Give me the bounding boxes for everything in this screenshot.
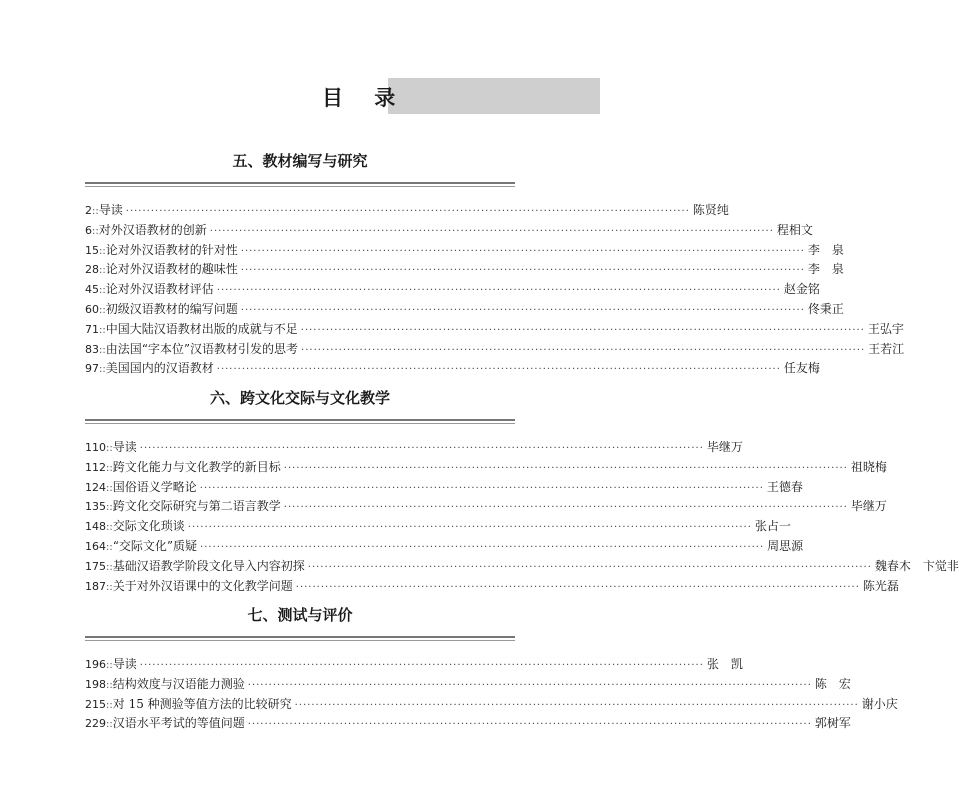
toc-entry[interactable] (85, 577, 899, 597)
entry-title: 中国大陆汉语教材出版的成就与不足 (105, 321, 298, 336)
entry-title: 由法国“字本位”汉语教材引发的思考 (105, 341, 299, 356)
section-7 (85, 604, 898, 734)
entry-title: 对外汉语教材的创新 (98, 222, 207, 237)
dot-leader (241, 305, 805, 316)
separator-marker: :: (99, 285, 106, 297)
entry-title: 导读 (112, 657, 137, 671)
entry-title: 跨文化能力与文化教学的新目标 (112, 459, 281, 474)
page-number: 124 (85, 480, 106, 494)
section-6 (85, 387, 959, 596)
page-number: 148 (85, 520, 106, 534)
toc-entry[interactable] (85, 517, 791, 537)
dot-leader (301, 325, 865, 336)
separator-marker: :: (106, 462, 113, 474)
toc-entry[interactable] (85, 359, 820, 379)
section-heading: 五、教材编写与研究 (232, 152, 368, 170)
separator-marker: :: (106, 541, 113, 553)
entry-author: 任友梅 (783, 361, 820, 376)
separator-marker: :: (106, 699, 113, 711)
toc-entry[interactable] (85, 241, 844, 261)
separator-marker: :: (92, 206, 99, 217)
entry-title: 汉语水平考试的等值问题 (112, 716, 245, 731)
section-heading: 六、跨文化交际与文化教学 (209, 389, 390, 407)
entry-title: 导读 (98, 203, 123, 217)
section-5 (85, 150, 905, 379)
entry-author: 陈贤纯 (692, 203, 729, 217)
dot-leader (217, 285, 781, 296)
toc-entry[interactable] (85, 280, 820, 300)
entry-title: 国俗语义学略论 (112, 479, 197, 494)
page-number: 229 (85, 717, 106, 731)
entry-author: 赵金铭 (783, 282, 820, 297)
entry-author: 张 凯 (706, 657, 743, 671)
entry-author: 王德春 (766, 479, 803, 494)
entry-title: 美国国内的汉语教材 (105, 361, 214, 376)
entry-title: 跨文化交际研究与第二语言教学 (112, 499, 281, 514)
section-divider-thin (85, 186, 515, 187)
entry-title: 初级汉语教材的编写问题 (105, 301, 238, 316)
entry-title: 论对外汉语教材评估 (105, 282, 214, 297)
toc-entry[interactable] (85, 557, 959, 577)
toc-entry[interactable] (85, 497, 887, 517)
section-divider (85, 636, 515, 638)
separator-marker: :: (106, 679, 113, 691)
entry-author: 毕继万 (706, 440, 743, 454)
toc-entry[interactable] (85, 458, 887, 478)
separator-marker: :: (99, 265, 106, 277)
page-number: 198 (85, 677, 106, 691)
dot-leader (140, 443, 704, 454)
toc-entry[interactable] (85, 438, 743, 458)
separator-marker: :: (106, 581, 113, 593)
toc-entry[interactable] (85, 221, 813, 241)
page-number: 175 (85, 559, 106, 573)
dot-leader (140, 660, 704, 671)
page-number: 187 (85, 579, 106, 593)
separator-marker: :: (106, 522, 113, 534)
dot-leader (188, 522, 752, 533)
entry-author: 程相文 (776, 222, 813, 237)
dot-leader (241, 246, 805, 257)
entry-title: 对 15 种测验等值方法的比较研究 (112, 696, 292, 711)
entry-author: 陈 宏 (814, 676, 851, 691)
separator-marker: :: (99, 245, 106, 257)
entry-title: 导读 (112, 440, 137, 454)
dot-leader (248, 719, 812, 730)
entry-title: 结构效度与汉语能力测验 (112, 676, 245, 691)
page-number: 135 (85, 500, 106, 514)
dot-leader (308, 562, 872, 573)
separator-marker: :: (99, 364, 106, 376)
section-divider (85, 182, 515, 184)
page-number: 83 (85, 342, 99, 356)
entry-author: 李 泉 (807, 242, 844, 257)
title-gray-band (388, 78, 600, 114)
dot-leader (301, 345, 865, 356)
page-number: 71 (85, 322, 99, 336)
page-number: 215 (85, 697, 106, 711)
entry-author: 祖晓梅 (850, 459, 887, 474)
section-divider (85, 419, 515, 421)
toc-entry[interactable] (85, 340, 905, 360)
entry-title: 论对外汉语教材的针对性 (105, 242, 238, 257)
toc-entry[interactable] (85, 695, 898, 715)
toc-entry[interactable] (85, 478, 803, 498)
separator-marker: :: (106, 502, 113, 514)
dot-leader (284, 463, 848, 474)
separator-marker: :: (106, 660, 113, 671)
page-number: 45 (85, 283, 99, 297)
separator-marker: :: (106, 719, 113, 731)
entry-title: 基础汉语教学阶段文化导入内容初探 (112, 558, 305, 573)
entry-author: 陈光磊 (862, 578, 899, 593)
separator-marker: :: (99, 304, 106, 316)
section-heading: 七、测试与评价 (247, 606, 353, 624)
toc-entry[interactable] (85, 320, 904, 340)
section-divider-thin (85, 640, 515, 641)
page-number: 112 (85, 460, 106, 474)
dot-leader (295, 700, 859, 711)
separator-marker: :: (99, 344, 106, 356)
separator-marker: :: (106, 482, 113, 494)
dot-leader (248, 680, 812, 691)
dot-leader (284, 502, 848, 513)
dot-leader (296, 582, 860, 593)
page-title: 目 录 (322, 85, 408, 110)
toc-entry[interactable] (85, 675, 851, 695)
toc-title-bar (0, 78, 600, 114)
toc-entry[interactable] (85, 300, 844, 320)
page-number: 28 (85, 263, 99, 277)
toc-entry[interactable] (85, 714, 851, 734)
dot-leader (241, 265, 805, 276)
page-number: 60 (85, 302, 99, 316)
entry-author: 郭树军 (814, 716, 851, 731)
toc-entry[interactable] (85, 260, 844, 280)
entry-list (85, 201, 905, 379)
entry-title: 交际文化琐谈 (112, 519, 185, 534)
entry-list (85, 655, 898, 734)
entry-title: “交际文化”质疑 (112, 538, 198, 553)
page-number: 15 (85, 243, 99, 257)
dot-leader (200, 542, 764, 553)
entry-author: 佟秉正 (807, 301, 844, 316)
page-number: 164 (85, 539, 106, 553)
page-number: 196 (85, 658, 106, 671)
dot-leader (200, 483, 764, 494)
entry-author: 周思源 (767, 538, 804, 553)
toc-entry[interactable] (85, 655, 743, 675)
separator-marker: :: (92, 225, 99, 237)
entry-author: 谢小庆 (861, 696, 898, 711)
separator-marker: :: (106, 443, 113, 454)
page-number: 2 (85, 204, 92, 217)
entry-title: 关于对外汉语课中的文化教学问题 (112, 578, 293, 593)
separator-marker: :: (106, 561, 113, 573)
entry-title: 论对外汉语教材的趣味性 (105, 262, 238, 277)
entry-list (85, 438, 959, 596)
page-number: 110 (85, 441, 106, 454)
page-number: 97 (85, 362, 99, 376)
entry-author: 张占一 (754, 519, 791, 534)
entry-author: 王弘宇 (867, 321, 904, 336)
separator-marker: :: (99, 324, 106, 336)
dot-leader (126, 206, 690, 217)
toc-entry[interactable] (85, 201, 729, 221)
section-divider-thin (85, 423, 515, 424)
entry-author: 李 泉 (807, 262, 844, 277)
entry-author: 毕继万 (850, 499, 887, 514)
toc-entry[interactable] (85, 537, 804, 557)
entry-author: 魏春木 卞觉非 (874, 558, 959, 573)
dot-leader (217, 364, 781, 375)
page-number: 6 (85, 223, 92, 237)
entry-author: 王若江 (868, 341, 905, 356)
dot-leader (210, 226, 774, 237)
